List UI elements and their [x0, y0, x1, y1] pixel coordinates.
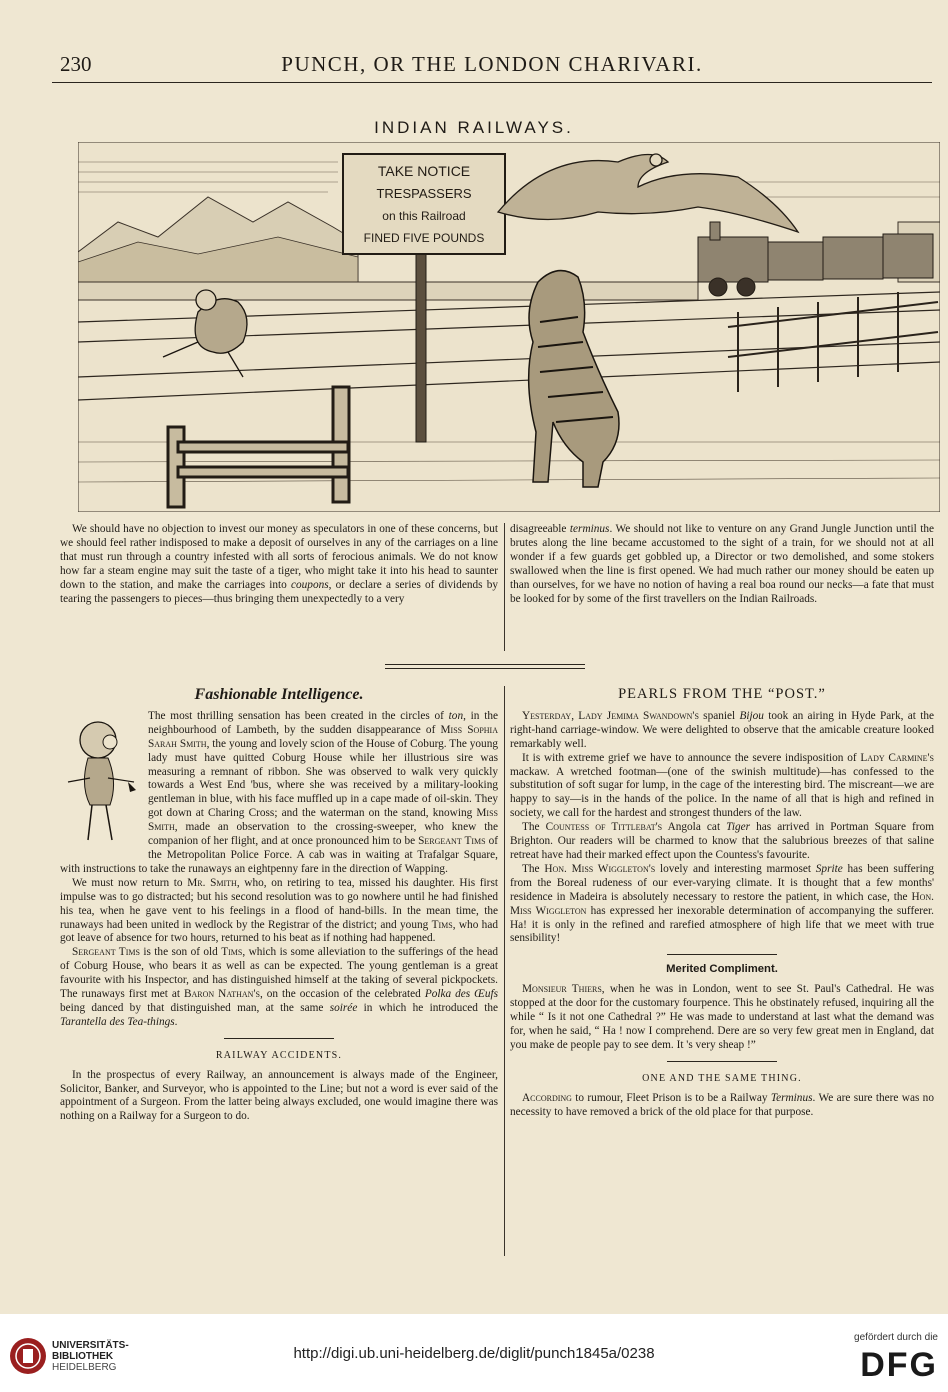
top-article-left	[60, 523, 498, 606]
top-article-right-text: disagreeable terminus. We should not like to venture on any Grand Jungle Junction until the brutes along the line became accustomed to the sight of a train, for we should not at all wonder if a few guards get gobbled up, a Director or two demolished, and some stokers swallowed when the line is first opened. We had much rather our money should be eaten up than ourselves, for we have no notion of having a real boa round our necks—a fate that must be looked for by some of the first travellers on the Indian Railroads.	[510, 523, 934, 605]
page-header	[52, 46, 932, 83]
merited-compliment-heading: Merited Compliment.	[666, 963, 778, 976]
sign-line-4: FINED FIVE POUNDS	[363, 231, 485, 245]
fashionable-paragraph-3: Sergeant Tims is the son of old Tims, which is some alleviation to the sufferings of the head of Coburg House, who bears it as well as can be expected. The young gentleman is a great favourite with his Inspector, and has distinguished himself at the taking of several pickpockets. The runaways first met at Baron Nathan's, on the occasion of the celebrated Polka des Œufs being danced by that distinguished man, at the same soirée in which he introduced the Tarantella des Tea-things.	[60, 946, 499, 1028]
left-column	[60, 688, 498, 1124]
top-column-divider	[504, 523, 505, 651]
fashionable-paragraph-1: The most thrilling sensation has been created in the circles of ton, in the neighbourhood of Lambeth, by the sudden disappearance of Miss Sophia Sarah Smith, the young and lovely scion of the House of Coburg. The young lady must have quitted Coburg House while her illustrious sire was measuring a remnant of ribbon. She was observed to walk very quickly towards a West End 'bus, where she was received by a military-looking gentleman in blue, with his face muffled up in a cape made of oil-skin. They got down at Charing Cross; and the waterman on the stand, knowing Miss Smith, made an observation to the crossing-sweeper, who knew the companion of her flight, and at once pronounced him to be Sergeant Tims of the Metropolitan Police Force. A cab was in waiting at Trafalgar Square, with instructions to take the runaways an eightpenny fare in the direction of Wapping.	[60, 709, 498, 875]
sign-line-1: TAKE NOTICE	[377, 163, 471, 179]
fashionable-paragraph-2: We must now return to Mr. Smith, who, on retiring to tea, missed his daughter. His first impulse was to go distracted; but his second resolution was to go nowhere until he had finished his tea, when he gave vent to his feelings in a flood of hand-bills. In the mean time, the runaways had been united in wedlock by the Registrar of the district; and young Tims, who had got leave of absence for two hours, returned to his beat as if nothing had happened.	[60, 876, 498, 945]
bottom-column-divider	[504, 686, 505, 1256]
notice-sign	[343, 154, 505, 254]
railway-accidents-text: In the prospectus of every Railway, an announcement is always made of the Engineer, Solicitor, Banker, and Surveyor, who is appointed to the Line; but not a word is ever said of the appointment of a Surgeon. From the latter being always excluded, one would imagine there was nothing on a Railway for a Surgeon to do.	[60, 1068, 498, 1123]
sign-line-3: on this Railroad	[382, 209, 466, 223]
rule	[667, 1061, 777, 1062]
railway-accidents-heading: RAILWAY ACCIDENTS.	[215, 1049, 343, 1061]
one-and-same-text: According to rumour, Fleet Prison is to be a Railway Terminus. We are sure there was no necessity to have removed a brick of the old place for that purpose.	[510, 1091, 934, 1118]
one-and-same-heading: ONE AND THE SAME THING.	[642, 1072, 802, 1084]
fashionable-intelligence-heading: Fashionable Intelligence.	[194, 686, 364, 703]
rule	[224, 1038, 334, 1039]
masthead-title: PUNCH, OR THE LONDON CHARIVARI.	[281, 52, 703, 76]
page-number: 230	[60, 52, 92, 76]
section-divider-2	[385, 668, 585, 669]
funded-by-label: gefördert durch die	[854, 1332, 938, 1343]
pearls-paragraph-3: The Countess of Tittlebat's Angola cat Tiger has arrived in Portman Square from Brighton. Our readers will be charmed to know that the salubrious breezes of that saline retreat have had their marked effect upon the Countess's favourite.	[510, 821, 934, 861]
library-line-3: HEIDELBERG	[52, 1362, 117, 1373]
pearls-paragraph-4: The Hon. Miss Wiggleton's lovely and interesting marmoset Sprite has been suffering from the Boreal rudeness of our ever-varying climate. It is thought that a few months' residence in Madeira is absolutely necessary to restore the patient, in which case, the Hon. Miss Wiggleton has expressed her inexorable determination of accompanying the sufferer. Ha! it is only in the refined and rarefied atmosphere of high life that we meet with true sensibility!	[510, 862, 935, 945]
sign-line-2: TRESPASSERS	[376, 186, 472, 201]
source-url-link[interactable]: http://digi.ub.uni-heidelberg.de/diglit/punch1845a/0238	[293, 1345, 655, 1362]
merited-compliment-text: Monsieur Thiers, when he was in London, went to see St. Paul's Cathedral. He was stopped at the door for the customary fourpence. This he obstinately refused, inquiring all the while “ Is it not one Cathedral ?” He was made to understand at last what the demand was for, when he said, “ Ha ! now I comprehend. Dere are so very few great men in England, dat you make de people pay to see dem. It 's very sheap !”	[510, 983, 934, 1051]
cartoon-illustration	[78, 142, 940, 512]
rule	[667, 954, 777, 955]
pearls-paragraph-1: Yesterday, Lady Jemima Swandown's spaniel Bijou took an airing in Hyde Park, at the right-hand carriage-window. We were delighted to observe that the amicable creature looked remarkably well.	[510, 709, 934, 750]
section-divider	[385, 664, 585, 665]
dfg-logo: DFG	[860, 1346, 938, 1384]
caricature-vignette	[60, 710, 142, 848]
right-column	[510, 688, 934, 1119]
library-line-2: BIBLIOTHEK	[52, 1351, 114, 1362]
library-line-1: UNIVERSITÄTS-	[52, 1340, 129, 1351]
cartoon-title: INDIAN RAILWAYS.	[374, 118, 574, 137]
pearls-paragraph-2: It is with extreme grief we have to announce the severe indisposition of Lady Carmine's mackaw. A wretched footman—(one of the swinish multitude)—has confessed to the substitution of soft sugar for lump, in the cage of the interesting bird. The miscreant—we are happy to say—is in the hands of the police. In the name of all that is high and refined in society, we call for the hardest and strongest thunders of the law.	[510, 751, 934, 820]
top-article-right	[510, 523, 934, 606]
pearls-heading: PEARLS FROM THE “POST.”	[618, 686, 826, 702]
top-article-left-text: We should have no objection to invest our money as speculators in one of these concerns, but we should feel rather indisposed to make a deposit of ourselves in any of the carriages on a line that must run through a country infested with all sorts of ferocious animals. We do not know how far a steam engine may suit the taste of a tiger, who might take it into his head to saunter down to the station, and make the carriages into coupons, or declare a series of dividends by tearing the passengers to pieces—thus bringing them unexpectedly to a very	[60, 523, 498, 605]
